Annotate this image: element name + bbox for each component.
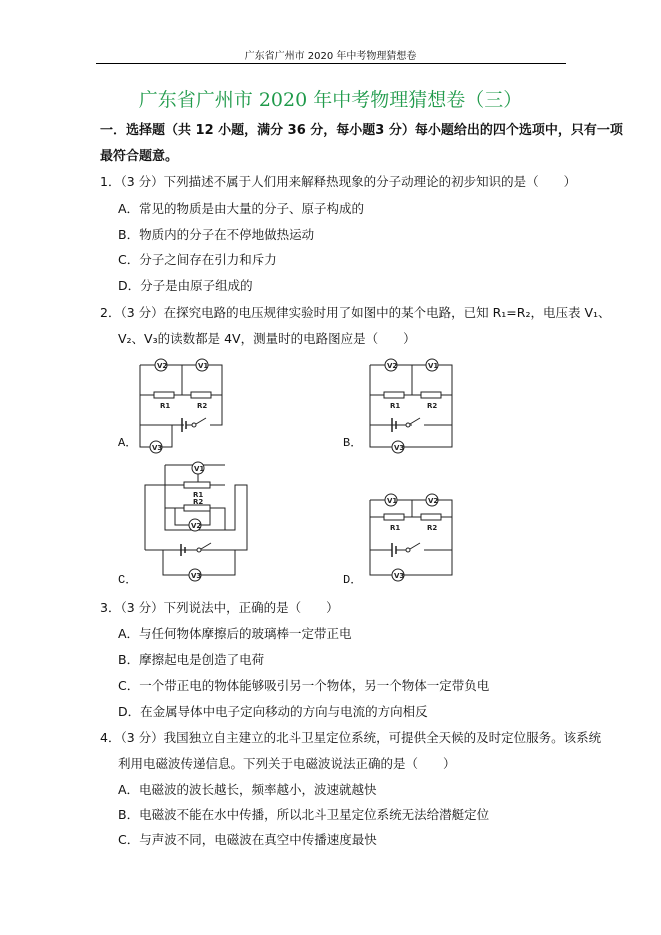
circuit-c <box>145 462 247 581</box>
q2-option-b: B． <box>343 436 363 450</box>
r1-label: R1 <box>390 402 401 410</box>
q1-option-c: C．分子之间存在引力和斥力 <box>118 252 277 267</box>
section-heading: 一．选择题（共 12 小题，满分 36 分，每小题3 分）每小题给出的四个选项中，只有一项 <box>100 123 623 138</box>
page-title: 广东省广州市 2020 年中考物理猜想卷（三） <box>138 89 523 111</box>
page-header: 广东省广州市 2020 年中考物理猜想卷 <box>244 51 417 62</box>
v1-label: V1 <box>387 497 398 505</box>
q3-option-a: A．与任何物体摩擦后的玻璃棒一定带正电 <box>118 626 352 641</box>
r1-label: R1 <box>390 524 401 532</box>
q2-stem: 2．（3 分）在探究电路的电压规律实验时用了如图中的某个电路，已知 R₁=R₂，电压表 V₁、 <box>100 305 611 320</box>
v2-label: V2 <box>191 522 202 530</box>
q1-option-d: D．分子是由原子组成的 <box>118 278 253 293</box>
v3-label: V3 <box>394 572 405 580</box>
q4-option-a: A．电磁波的波长越长，频率越小，波速就越快 <box>118 782 377 797</box>
v3-label: V3 <box>394 444 405 452</box>
v3-label: V3 <box>152 444 163 452</box>
q3-option-b: B．摩擦起电是创造了电荷 <box>118 652 265 667</box>
v2-label: V2 <box>428 497 439 505</box>
q2-stem-cont: V₂、V₃的读数都是 4V，测量时的电路图应是（ ） <box>118 331 416 346</box>
circuit-b <box>370 359 452 453</box>
v1-label: V1 <box>198 362 209 370</box>
q3-option-d: D．在金属导体中电子定向移动的方向与电流的方向相反 <box>118 704 428 719</box>
q4-option-b: B．电磁波不能在水中传播，所以北斗卫星定位系统无法给潜艇定位 <box>118 807 490 822</box>
v2-label: V2 <box>387 362 398 370</box>
q4-stem-cont: 利用电磁波传递信息。下列关于电磁波说法正确的是（ ） <box>118 756 456 771</box>
r2-label: R2 <box>427 402 438 410</box>
r1-label: R1 <box>193 491 204 499</box>
q1-option-b: B．物质内的分子在不停地做热运动 <box>118 227 315 242</box>
q2-option-c: C． <box>118 573 138 587</box>
q3-stem: 3．（3 分）下列说法中，正确的是（ ） <box>100 600 339 615</box>
q4-option-c: C．与声波不同，电磁波在真空中传播速度最快 <box>118 832 377 847</box>
circuit-d <box>370 494 452 581</box>
r2-label: R2 <box>193 498 204 506</box>
r2-label: R2 <box>427 524 438 532</box>
q2-option-d: D． <box>343 573 363 587</box>
q2-option-a: A． <box>118 436 138 450</box>
q4-stem: 4．（3 分）我国独立自主建立的北斗卫星定位系统，可提供全天候的及时定位服务。该系统 <box>100 730 602 745</box>
section-heading-cont: 最符合题意。 <box>100 149 179 164</box>
v1-label: V1 <box>428 362 439 370</box>
r1-label: R1 <box>160 402 171 410</box>
v3-label: V3 <box>191 572 202 580</box>
v2-label: V2 <box>157 362 168 370</box>
v1-label: V1 <box>194 465 205 473</box>
q3-option-c: C．一个带正电的物体能够吸引另一个物体，另一个物体一定带负电 <box>118 678 490 693</box>
r2-label: R2 <box>197 402 208 410</box>
q1-option-a: A．常见的物质是由大量的分子、原子构成的 <box>118 201 365 216</box>
circuit-a <box>140 359 222 453</box>
q1-stem: 1．（3 分）下列描述不属于人们用来解释热现象的分子动理论的初步知识的是（ ） <box>100 174 577 189</box>
